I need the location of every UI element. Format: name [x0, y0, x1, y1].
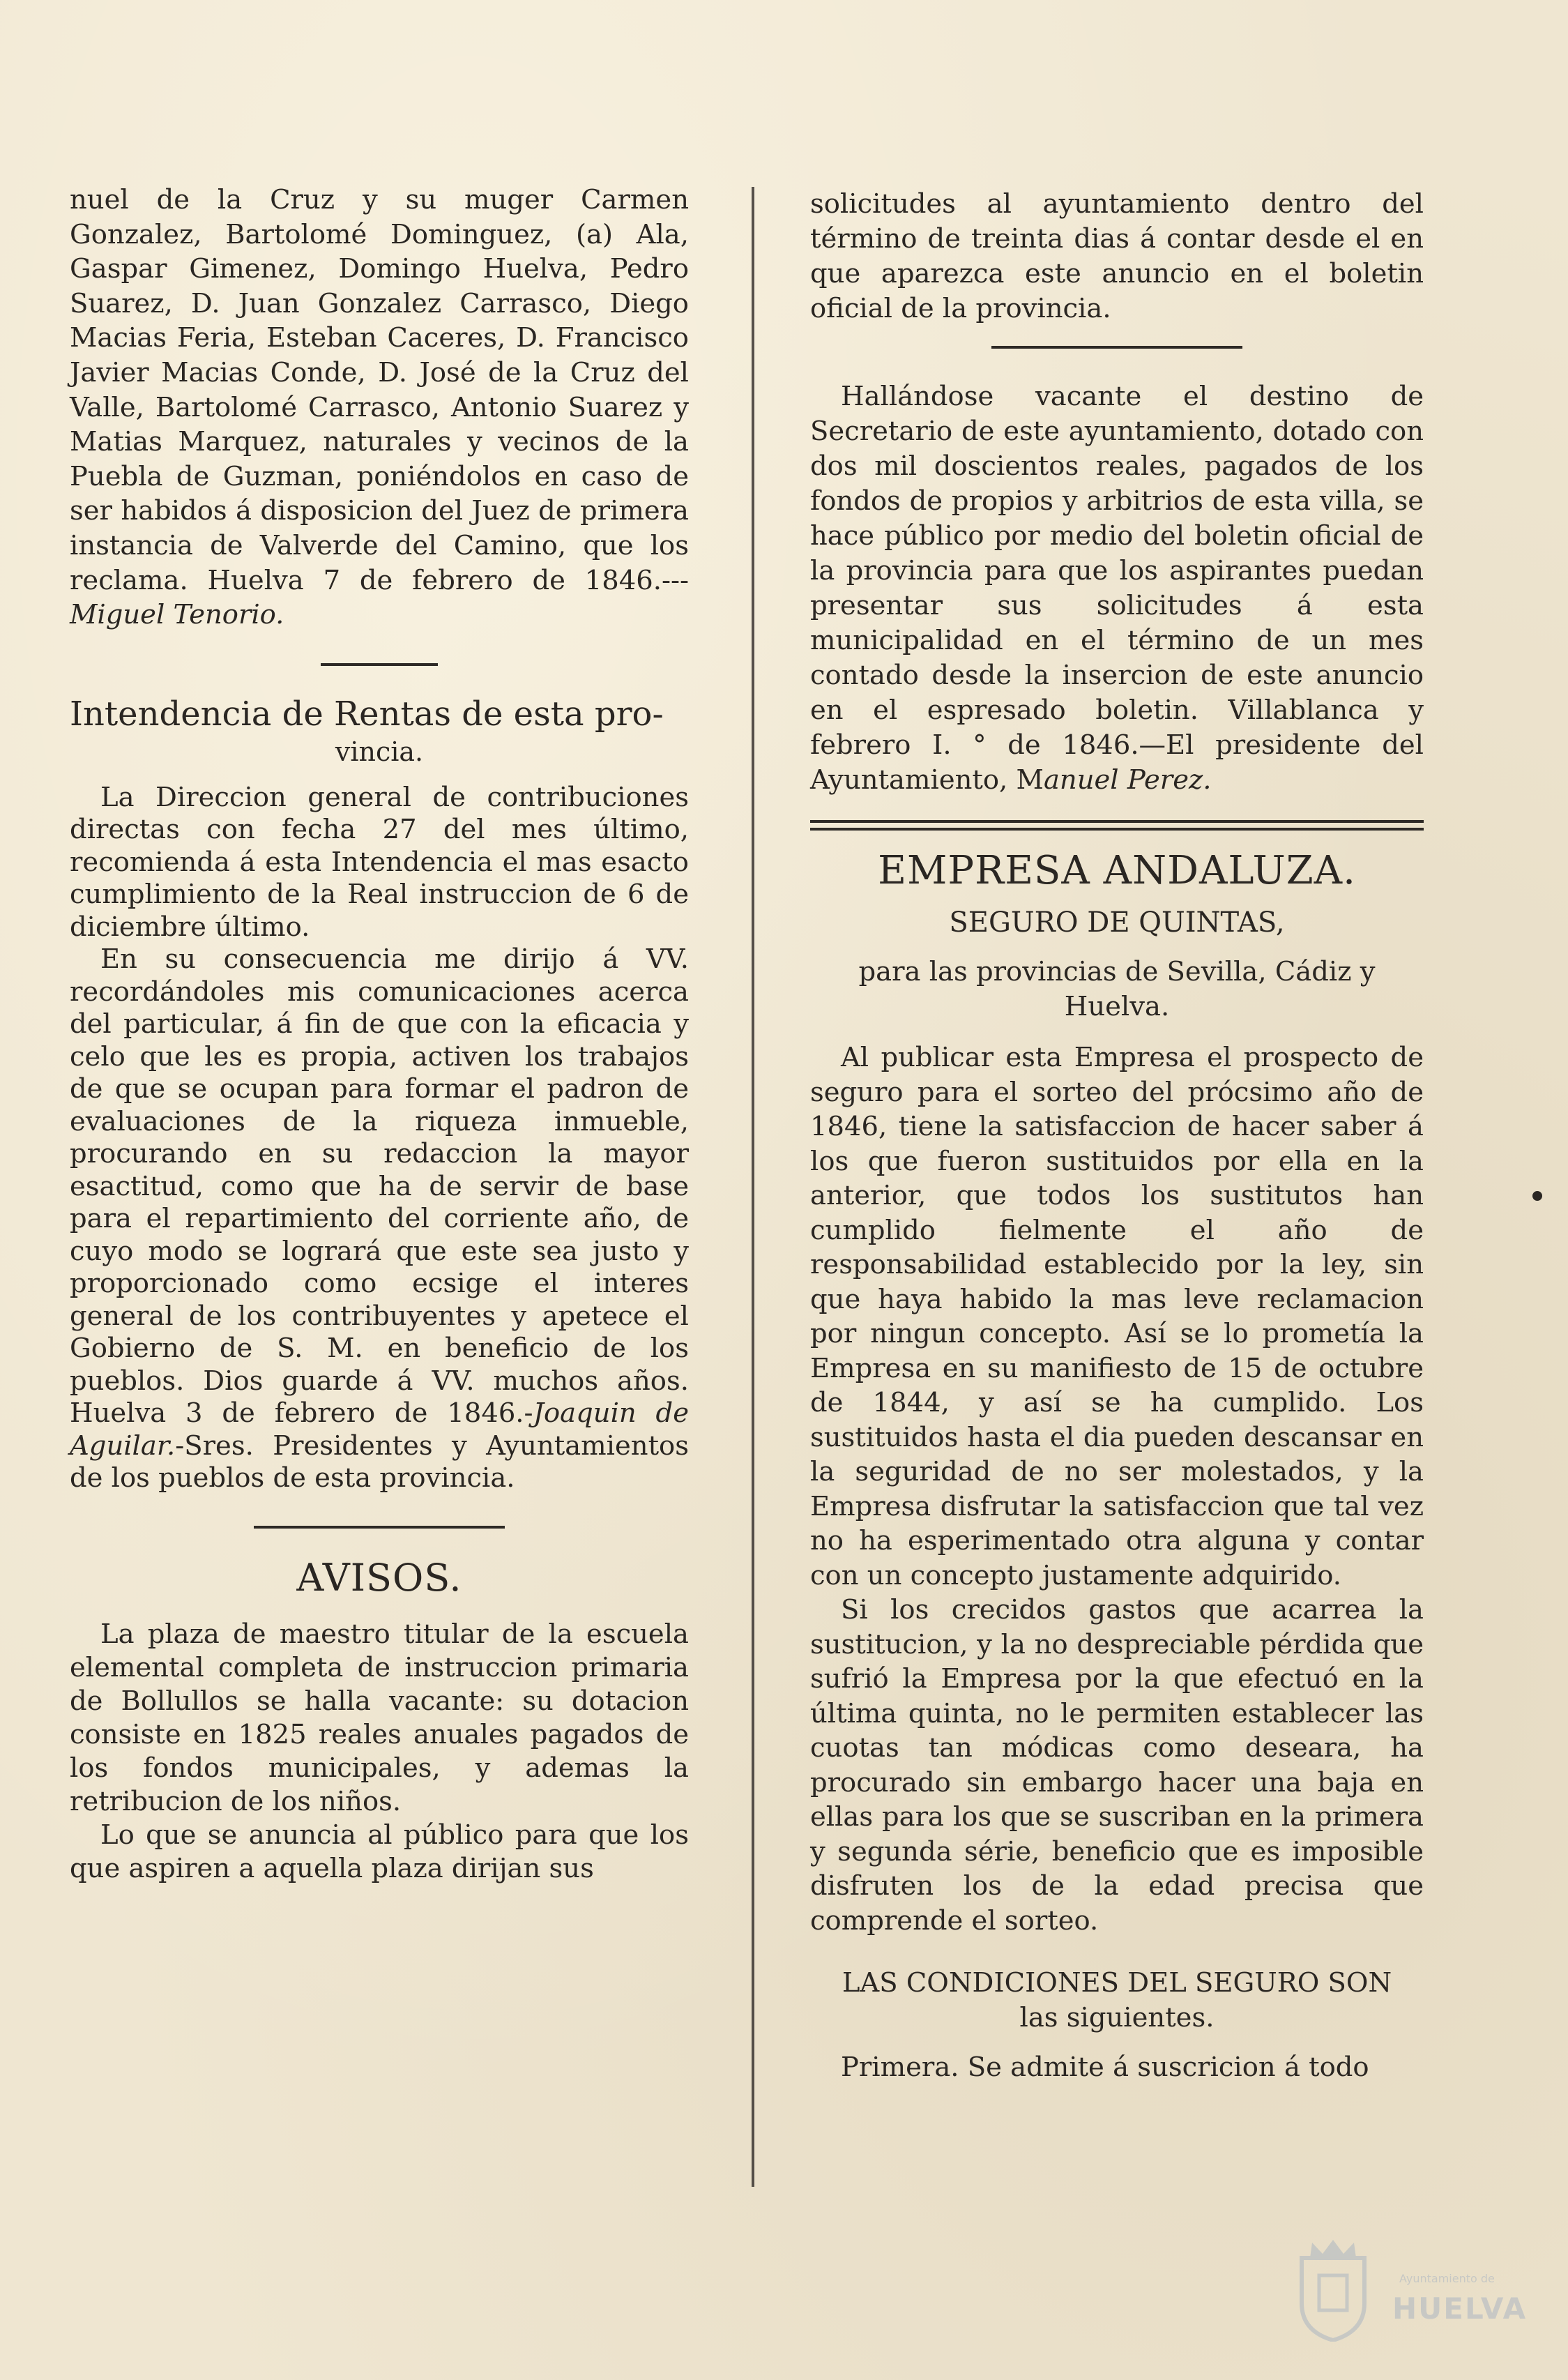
fugitives-paragraph: nuel de la Cruz y su muger Carmen Gonzalez, Bartolomé Dominguez, (a) Ala, Gaspar Gimenez, Domingo Huelva, Pedro Suarez, D. Juan Gonzalez Carrasco, Diego Macias Feria, Esteban Caceres, D. Francisco Javier Macias Conde, D. José de la Cruz del Valle, Bartolomé Carrasco, Antonio Suarez y Matias Marquez, naturales y vecinos de la Puebla de Guzman, poniéndolos en caso de ser habidos á disposicion del Juez de primera instancia de Valverde del Camino, que los reclama. Huelva 7 de febrero de 1846.---Miguel Tenorio.	[70, 184, 689, 631]
section-divider	[991, 346, 1242, 349]
avisos-paragraph-2: Lo que se anuncia al público para que los que aspiren a aquella plaza dirijan sus	[70, 1819, 689, 1884]
signature-manuel-perez: anuel Perez.	[1043, 764, 1212, 796]
empresa-heading: EMPRESA ANDALUZA.	[878, 848, 1356, 893]
intendencia-paragraph-1: La Direccion general de contribuciones directas con fecha 27 del mes último, recomienda á esta Intendencia el mas esacto cumplimiento de la Real instruccion de 6 de diciembre último.	[70, 781, 689, 943]
primera-label: Primera.	[841, 2052, 959, 2084]
provincias-line-1: para las provincias de Sevilla, Cádiz y	[858, 956, 1376, 987]
primera-condicion: Primera. Se admite á suscricion á todo	[841, 2052, 1369, 2084]
watermark-caption: Ayuntamiento de	[1399, 2272, 1495, 2285]
column-divider	[752, 187, 754, 2187]
left-column	[70, 183, 689, 1886]
seguro-heading: SEGURO DE QUINTAS,	[949, 907, 1285, 939]
empresa-paragraph-1: Al publicar esta Empresa el prospecto de seguro para el sorteo del prócsimo año de 1846, tiene la satisfaccion de hacer saber á los que fueron sustituidos por ella en la anterior, que todos los sustitutos han cumplido fielmente el año de responsabilidad establecido por la ley, sin que haya habido la mas leve reclamacion por ningun concepto. Así se lo prometía la Empresa en su manifiesto de 15 de octubre de 1844, y así se ha cumplido. Los sustituidos hasta el dia pueden descansar en la seguridad de no ser molestados, y la Empresa disfrutar la satisfaccion que tal vez no ha esperimentado otra alguna y contar con un concepto justamente adquirido.	[810, 1042, 1424, 1591]
condiciones-subheading: las siguientes.	[1019, 2001, 1215, 2033]
solicitudes-paragraph: solicitudes al ayuntamiento dentro del término de treinta dias á contar desde el en que aparezca este anuncio en el boletin oficial de la provincia.	[810, 188, 1424, 324]
section-divider	[254, 1526, 505, 1529]
avisos-paragraph-1: La plaza de maestro titular de la escuela elemental completa de instruccion primaria de Bollullos se halla vacante: su dotacion consiste en 1825 reales anuales pagados de los fondos municipales, y ademas la retribucion de los niños.	[70, 1618, 689, 1817]
watermark-word: HUELVA	[1392, 2291, 1528, 2326]
double-rule	[810, 820, 1424, 831]
avisos-heading: AVISOS.	[296, 1555, 462, 1600]
section-divider	[321, 663, 438, 666]
intendencia-heading-continued: vincia.	[335, 736, 424, 767]
secretario-paragraph: Hallándose vacante el destino de Secretario de este ayuntamiento, dotado con dos mil doscientos reales, pagados de los fondos de propios y arbitrios de esta villa, se hace público por medio del boletin oficial de la provincia para que los aspirantes puedan presentar sus solicitudes á esta municipalidad en el término de un mes contado desde la insercion de este anuncio en el espresado boletin. Villablanca y febrero I. ° de 1846.—El presidente del Ayuntamiento, Manuel Perez.	[810, 381, 1424, 796]
intendencia-paragraph-2: En su consecuencia me dirijo á VV. recordándoles mis comunicaciones acerca del particular, á fin de que con la eficacia y celo que les es propia, activen los trabajos de que se ocupan para formar el padron de evaluaciones de la riqueza inmueble, procurando en su redaccion la mayor esactitud, como que ha de servir de base para el repartimiento del corriente año, de cuyo modo se logrará que este sea justo y proporcionado como ecsige el interes general de los contribuyentes y apetece el Gobierno de S. M. en beneficio de los pueblos. Dios guarde á VV. muchos años. Huelva 3 de febrero de 1846.-Joaquin de Aguilar.-Sres. Presidentes y Ayuntamientos de los pueblos de esta provincia.	[70, 943, 689, 1494]
signature-miguel-tenorio: Miguel Tenorio.	[70, 599, 284, 631]
huelva-watermark	[1295, 2237, 1528, 2342]
empresa-paragraph-2: Si los crecidos gastos que acarrea la sustitucion, y la no despreciable pérdida que sufrió la Empresa por la que efectuó en la última quinta, no le permiten establecer las cuotas tan módicas como deseara, ha procurado sin embargo hacer una baja en ellas para los que se suscriban en la primera y segunda série, beneficio que es imposible disfruten los de la edad precisa que comprende el sorteo.	[810, 1594, 1424, 1936]
right-column	[810, 187, 1424, 2085]
condiciones-heading: LAS CONDICIONES DEL SEGURO SON	[842, 1967, 1392, 1999]
crest-icon	[1295, 2237, 1371, 2342]
provincias-line-2: Huelva.	[1064, 990, 1170, 1022]
signature-joaquin-de-aguilar: Joaquin de Aguilar.	[70, 1397, 689, 1462]
intendencia-heading: Intendencia de Rentas de esta pro-	[70, 694, 664, 734]
ink-spot	[1532, 1191, 1542, 1201]
